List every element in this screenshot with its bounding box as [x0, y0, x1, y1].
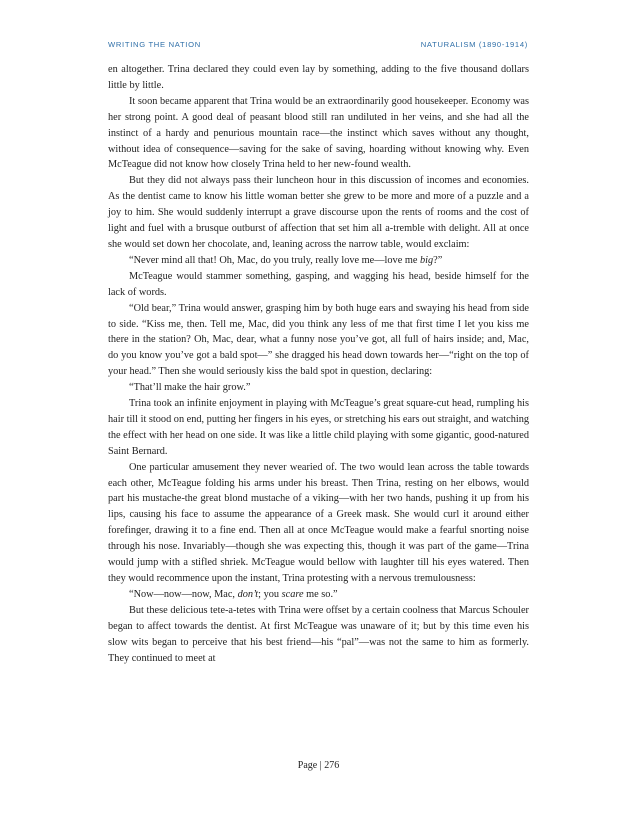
chapter-title-header: NATURALISM (1890-1914): [420, 40, 528, 49]
text-run: But they did not always pass their luncheon hour in this discussion of incomes and economies. As the dentist came to know his little woman better she grew to be more and more of a puzzle and a joy to him. She would suddenly interrupt a grave discourse upon the rents of rooms and the cost of light and fuel with a brusque outburst of affection that set him all a-tremble with delight. All at once she would set down her chocolate, and, leaning across the narrow table, would exclaim:: [108, 175, 529, 250]
text-run: ; you: [258, 588, 282, 600]
text-run: “Old bear,” Trina would answer, grasping him by both huge ears and swaying his head from side to side. “Kiss me, then. Tell me, Mac, did you think any less of me that first time I let you kiss me there in the station? Oh, Mac, dear, what a funny nose you’ve got, all full of hairs inside; and, Mac, do you know you’ve got a bald spot—” she dragged his head down towards her—“right on the top of your head.” Then she would seriously kiss the bald spot in question, declaring:: [108, 302, 529, 378]
italic-text: big: [420, 254, 434, 266]
text-run: Trina took an infinite enjoyment in playing with McTeague’s great square-cut head, rumpling his hair till it stood on end, putting her fingers in his eyes, or stretching his ears out straight, and watching the effect with her head on one side. It was like a little child playing with some gigantic, good-natured Saint Bernard.: [108, 398, 529, 457]
paragraph: [108, 603, 529, 667]
paragraph: [108, 253, 529, 269]
paragraph: [108, 587, 529, 603]
paragraph: [108, 269, 529, 301]
italic-text: don’t: [237, 588, 259, 600]
text-run: It soon became apparent that Trina would be an extraordinarily good housekeeper. Economy was her strong point. A good deal of peasant blood still ran undiluted in her veins, and she had all the instinct of a hardy and penurious mountain race—the instinct which saves without any thought, without idea of consequence—saving for the sake of saving, hoarding without knowing why. Even McTeague did not know how closely Trina held to her new-found wealth.: [108, 95, 529, 171]
text-run: One particular amusement they never wearied of. The two would lean across the table towards each other, McTeague folding his arms under his breast. Then Trina, resting on her elbows, would part his mustache-the great blond mustache of a viking—with her two hands, pushing it up from his lips, causing his face to assume the appearance of a Greek mask. She would curl it around either forefinger, drawing it to a fine end. Then all at once McTeague would make a fearful snorting noise through his nose. Invariably—though she was expecting this, though it was part of the game—Trina would jump with a stifled shriek. McTeague would bellow with laughter till his eyes watered. Then they would recommence upon the instant, Trina protesting with a nervous tremulousness:: [108, 461, 529, 584]
text-run: “Never mind all that! Oh, Mac, do you truly, really love me—love me: [129, 254, 420, 266]
body-text: [108, 62, 529, 666]
text-run: “That’ll make the hair grow.”: [129, 382, 251, 394]
paragraph: [108, 460, 529, 587]
text-run: But these delicious tete-a-tetes with Trina were offset by a certain coolness that Marcus Schouler began to affect towards the dentist. At first McTeague was unaware of it; but by this time even his slow wits began to perceive that his best friend—his “pal”—was not the same to him as formerly. They continued to meet at: [108, 604, 529, 664]
book-title-header: WRITING THE NATION: [108, 40, 201, 49]
text-run: McTeague would stammer something, gasping, and wagging his head, beside himself for the lack of words.: [108, 270, 529, 298]
paragraph: [108, 380, 529, 396]
running-header: [108, 40, 528, 52]
text-run: “Now—now—now, Mac,: [129, 588, 238, 600]
paragraph: [108, 62, 529, 94]
paragraph: [108, 396, 529, 460]
italic-text: scare: [281, 588, 304, 600]
page-number: Page | 276: [297, 760, 340, 771]
text-run: en altogether. Trina declared they could even lay by something, adding to the five thousand dollars little by little.: [108, 64, 529, 91]
paragraph: [108, 94, 529, 174]
text-run: ?”: [433, 254, 443, 266]
paragraph: [108, 301, 529, 381]
paragraph: [108, 173, 529, 253]
text-run: me so.”: [303, 588, 338, 600]
